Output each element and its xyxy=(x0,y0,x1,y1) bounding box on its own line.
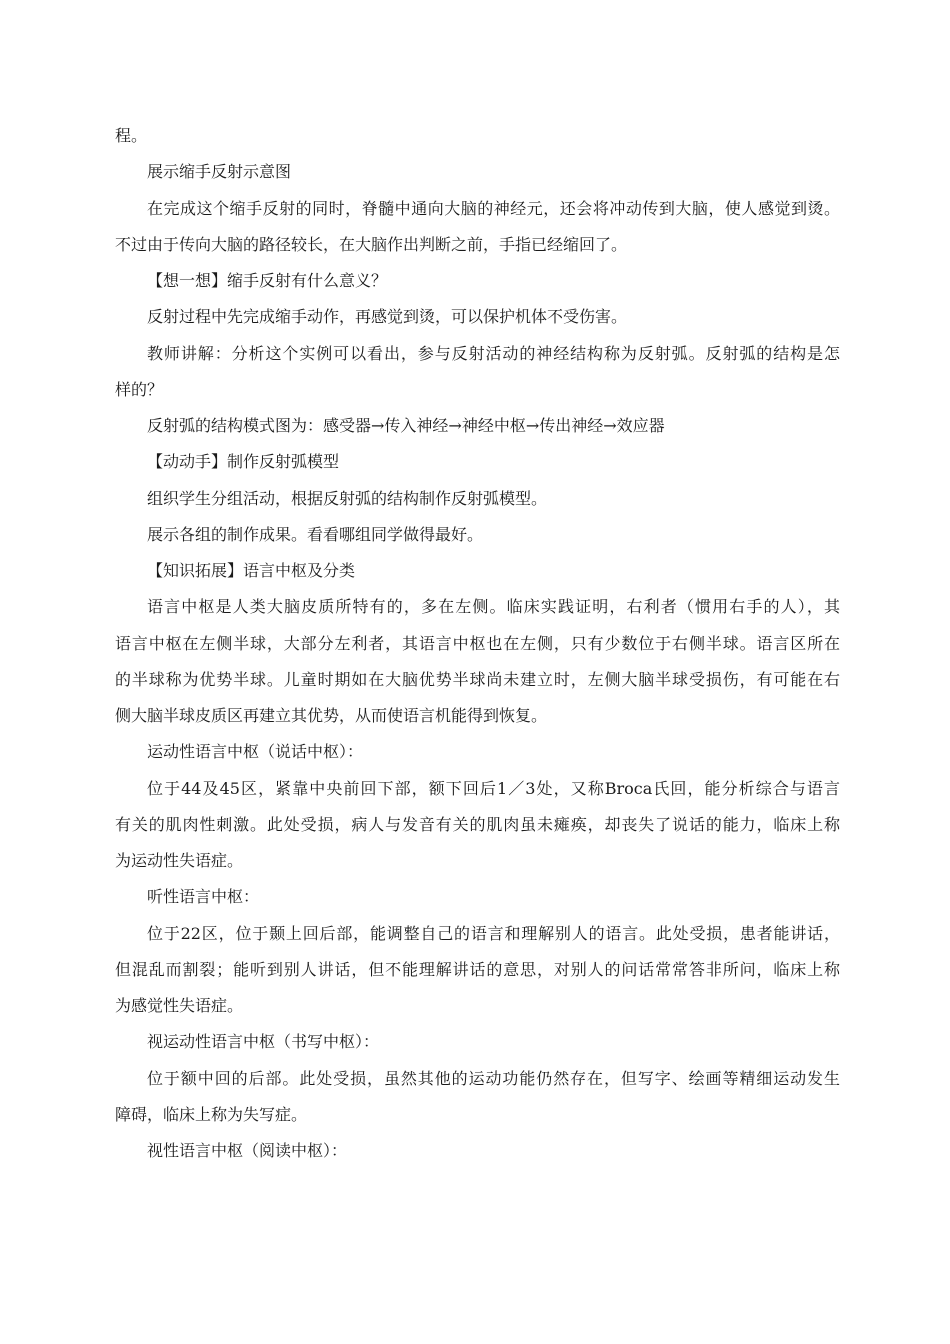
text-line: 【动动手】制作反射弧模型 xyxy=(147,452,340,472)
text-line: 为运动性失语症。 xyxy=(115,851,244,870)
text-line: 为感觉性失语症。 xyxy=(115,996,244,1015)
text-line: 位于22区，位于颞上回后部，能调整自己的语言和理解别人的语言。此处受损，患者能讲话， xyxy=(147,923,840,943)
text-line: 的半球称为优势半球。儿童时期如在大脑优势半球尚未建立时，左侧大脑半球受损伤，有可能在右 xyxy=(115,669,840,689)
text-line: 【想一想】缩手反射有什么意义？ xyxy=(147,271,388,290)
text-line: 【知识拓展】语言中枢及分类 xyxy=(147,561,356,580)
text-line: 样的？ xyxy=(115,379,164,399)
text-line: 展示各组的制作成果。看看哪组同学做得最好。 xyxy=(147,524,484,544)
text-line: 语言中枢在左侧半球，大部分左利者，其语言中枢也在左侧，只有少数位于右侧半球。语言区所在 xyxy=(115,633,840,653)
document-body xyxy=(115,122,840,1173)
text-line: 教师讲解：分析这个实例可以看出，参与反射活动的神经结构称为反射弧。反射弧的结构是怎 xyxy=(147,343,840,363)
text-line: 有关的肌肉性刺激。此处受损，病人与发音有关的肌肉虽未瘫痪，却丧失了说话的能力，临床上称 xyxy=(115,814,840,834)
text-line: 语言中枢是人类大脑皮质所特有的，多在左侧。临床实践证明，右利者（惯用右手的人），其 xyxy=(147,597,840,617)
text-line: 运动性语言中枢（说话中枢）： xyxy=(147,742,364,762)
text-line: 反射过程中先完成缩手动作，再感觉到烫，可以保护机体不受伤害。 xyxy=(147,307,628,327)
text-line: 不过由于传向大脑的路径较长，在大脑作出判断之前，手指已经缩回了。 xyxy=(115,234,628,254)
text-line: 视性语言中枢（阅读中枢）： xyxy=(147,1141,348,1160)
text-line: 反射弧的结构模式图为：感受器→传入神经→神经中枢→传出神经→效应器 xyxy=(147,416,665,435)
text-line: 位于44及45区，紧靠中央前回下部，额下回后1／3处，又称Broca氏回，能分析综合与语言 xyxy=(147,778,840,798)
text-line: 在完成这个缩手反射的同时，脊髓中通向大脑的神经元，还会将冲动传到大脑，使人感觉到烫。 xyxy=(147,198,840,218)
text-line: 视运动性语言中枢（书写中枢）： xyxy=(147,1032,380,1052)
text-line: 障碍，临床上称为失写症。 xyxy=(115,1104,308,1124)
text-line: 组织学生分组活动，根据反射弧的结构制作反射弧模型。 xyxy=(147,488,548,508)
text-line: 但混乱而割裂；能听到别人讲话，但不能理解讲话的意思，对别人的问话常常答非所问，临床上称 xyxy=(115,959,840,979)
text-line: 位于额中回的后部。此处受损，虽然其他的运动功能仍然存在，但写字、绘画等精细运动发生 xyxy=(147,1068,840,1088)
text-line: 展示缩手反射示意图 xyxy=(147,162,292,182)
text-line: 程。 xyxy=(115,126,148,145)
text-line: 听性语言中枢： xyxy=(147,887,260,907)
text-line: 侧大脑半球皮质区再建立其优势，从而使语言机能得到恢复。 xyxy=(115,706,548,725)
